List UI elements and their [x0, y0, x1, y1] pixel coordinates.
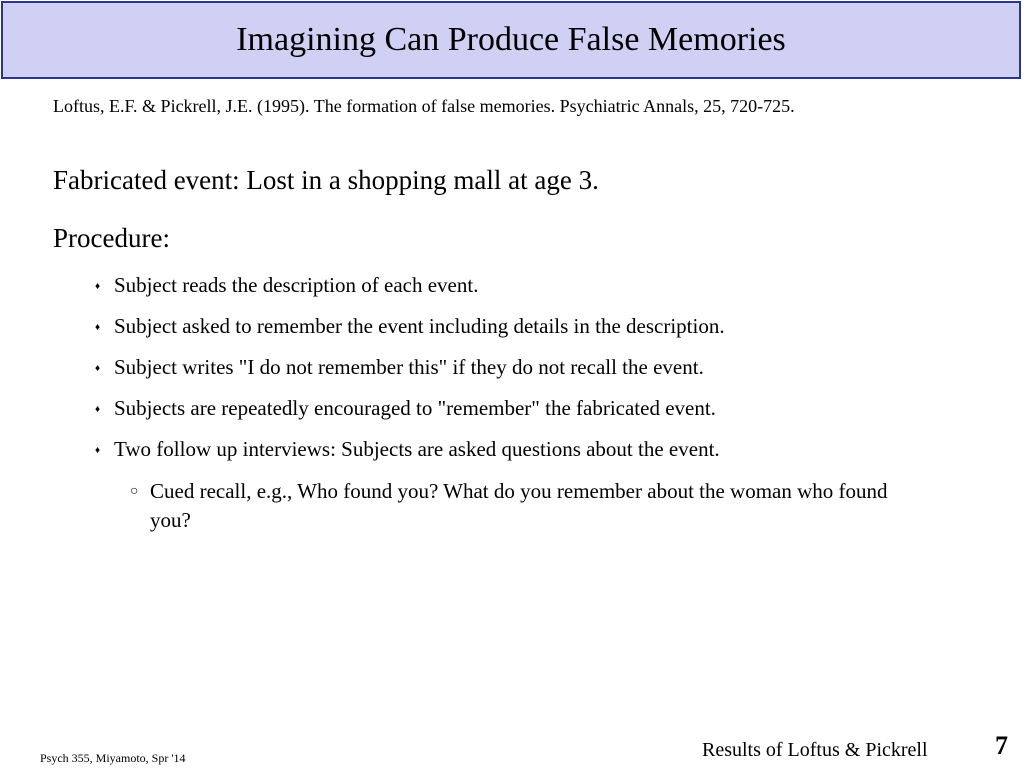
fabricated-event: Fabricated event: Lost in a shopping mall at age 3. — [53, 165, 599, 195]
sub-bullet — [130, 477, 890, 535]
procedure-heading: Procedure: — [53, 223, 170, 253]
circle-bullet-icon: ○ — [130, 484, 139, 499]
slide-title: Imagining Can Produce False Memories — [236, 21, 786, 58]
diamond-bullet-icon: ♦ — [95, 363, 101, 374]
diamond-bullet-icon: ♦ — [95, 281, 101, 292]
bullet-text: Subjects are repeatedly encouraged to "remember" the fabricated event. — [114, 396, 716, 420]
bullet-text: Subject asked to remember the event including details in the description. — [114, 314, 725, 338]
bullet-text: Two follow up interviews: Subjects are asked questions about the event. — [114, 437, 720, 461]
title-banner — [1, 1, 1021, 79]
footer-course: Psych 355, Miyamoto, Spr '14 — [40, 751, 186, 765]
diamond-bullet-icon: ♦ — [95, 445, 101, 456]
sub-bullet-text: Cued recall, e.g., Who found you? What do you remember about the woman who found you? — [150, 479, 888, 532]
footer-topic: Results of Loftus & Pickrell — [702, 739, 928, 761]
diamond-bullet-icon: ♦ — [95, 404, 101, 415]
diamond-bullet-icon: ♦ — [95, 322, 101, 333]
slide-number: 7 — [995, 731, 1008, 760]
citation: Loftus, E.F. & Pickrell, J.E. (1995). The formation of false memories. Psychiatric Annals, 25, 720-725. — [53, 96, 795, 116]
bullet-text: Subject reads the description of each event. — [114, 273, 479, 297]
bullet-text: Subject writes "I do not remember this" if they do not recall the event. — [114, 355, 704, 379]
